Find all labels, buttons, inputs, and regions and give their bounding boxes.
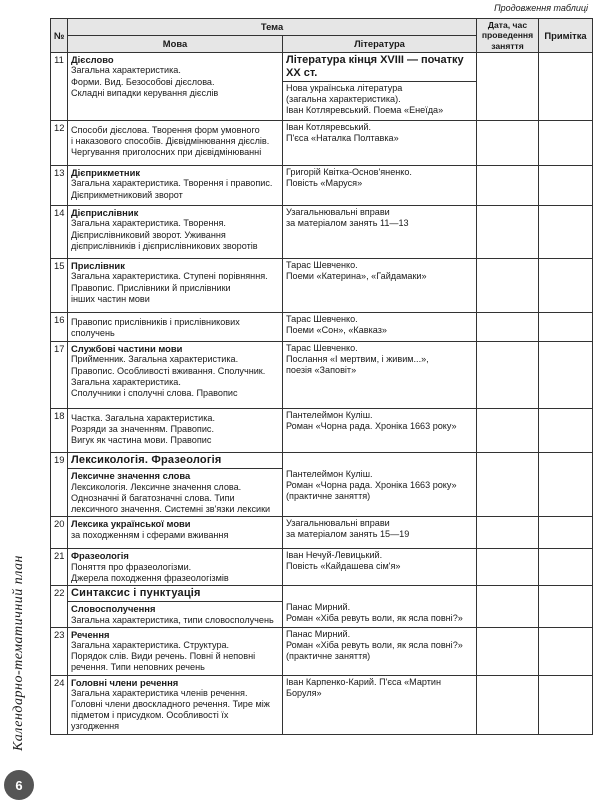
language-topic-heading: Головні члени речення	[71, 676, 179, 688]
literature-text-line: Повість «Маруся»	[286, 178, 363, 189]
row-number: 19	[51, 452, 68, 516]
row-number: 24	[51, 675, 68, 734]
language-text-line: і наказового способів. Дієвідмінювання дієслів.	[71, 136, 270, 147]
table-row	[51, 341, 593, 408]
language-text-line: дієприслівників і дієприслівникових зворотів	[71, 240, 258, 251]
table-row	[51, 549, 593, 586]
row-number: 14	[51, 205, 68, 258]
language-topic-heading: Дієприкметник	[71, 166, 141, 178]
note-cell	[539, 120, 593, 165]
date-cell	[477, 675, 539, 734]
page-number-badge: 6	[4, 770, 34, 800]
header-language: Мова	[68, 35, 283, 52]
note-cell	[539, 517, 593, 549]
table-row	[51, 452, 593, 516]
language-text-line: Загальна характеристика. Структура.	[71, 640, 230, 651]
language-text-line: Сполучники і сполучні слова. Правопис	[71, 387, 238, 398]
language-text-line: Чергування приголосних при дієвідмінюванні	[71, 147, 262, 158]
language-text-line: Розряди за значенням. Правопис.	[71, 424, 214, 435]
language-text-line: лексичного значення. Системні зв'язки лексики	[71, 504, 271, 514]
language-text-line: Форми. Вид. Безособові дієслова.	[71, 76, 215, 87]
language-cell	[68, 205, 283, 258]
language-text-line: Порядок слів. Види речень. Повні й неповні	[71, 651, 256, 662]
literature-text-line: за матеріалом занять 15—19	[286, 529, 410, 540]
literature-text-line: Іван Котляревський. Поема «Енеїда»	[286, 105, 444, 116]
literature-text-line: (загальна характеристика).	[286, 94, 401, 105]
language-cell	[68, 627, 283, 675]
language-text-line: Загальна характеристика. Ступені порівняння.	[71, 271, 268, 282]
literature-cell	[283, 341, 477, 408]
language-cell	[68, 408, 283, 452]
literature-section-title: Література кінця XVIII — початку XX ст.	[283, 53, 476, 82]
table-row	[51, 258, 593, 312]
note-cell	[539, 452, 593, 516]
literature-text-line: Григорій Квітка-Основ'яненко.	[286, 166, 412, 177]
language-text-line: сполучень	[71, 328, 115, 339]
language-topic-heading: Дієслово	[71, 53, 114, 65]
language-text-line: Правопис. Особливості вживання. Сполучник.	[71, 365, 266, 376]
note-cell	[539, 341, 593, 408]
note-cell	[539, 52, 593, 120]
language-text-line: Загальна характеристика.	[71, 65, 181, 76]
row-number: 11	[51, 52, 68, 120]
row-number: 12	[51, 120, 68, 165]
language-topic-heading: Службові частини мови	[71, 342, 183, 354]
literature-cell	[283, 408, 477, 452]
row-number: 17	[51, 341, 68, 408]
table-row	[51, 120, 593, 165]
literature-text-line: Поеми «Сон», «Кавказ»	[286, 325, 387, 336]
language-text-line: Прийменник. Загальна характеристика.	[71, 354, 239, 365]
language-cell	[68, 341, 283, 408]
language-section-title: Лексикологія. Фразеологія	[68, 453, 282, 469]
row-number: 22	[51, 585, 68, 627]
note-cell	[539, 205, 593, 258]
literature-text-line: Іван Котляревський.	[286, 121, 372, 132]
table-row	[51, 52, 593, 120]
literature-cell	[283, 585, 477, 627]
literature-text-line: Тарас Шевченко.	[286, 342, 358, 353]
literature-cell	[283, 452, 477, 516]
literature-text-line: Боруля»	[286, 687, 322, 698]
language-topic-heading: Прислівник	[71, 259, 125, 271]
literature-text-line: Роман «Хіба ревуть воли, як ясла повні?»	[286, 612, 463, 623]
literature-text-line: Повість «Кайдашева сім'я»	[286, 561, 401, 572]
date-cell	[477, 341, 539, 408]
literature-text-line: Панас Мирний.	[286, 628, 351, 639]
row-number: 16	[51, 312, 68, 341]
date-cell	[477, 585, 539, 627]
language-cell	[68, 549, 283, 586]
language-cell	[68, 585, 283, 627]
literature-cell	[283, 675, 477, 734]
literature-text-line: Іван Карпенко-Карий. П'єса «Мартин	[286, 676, 442, 687]
language-cell	[68, 517, 283, 549]
date-cell	[477, 627, 539, 675]
literature-text-line: поезія «Заповіт»	[286, 365, 357, 376]
language-cell	[68, 52, 283, 120]
continued-note: Продовження таблиці	[494, 3, 588, 13]
literature-text-line: Роман «Чорна рада. Хроніка 1663 року»	[286, 421, 457, 432]
language-text-line: Загальна характеристика. Творення і правопис.	[71, 178, 273, 189]
language-text-line: підметом і присудком. Особливості їх узгодження	[71, 710, 229, 732]
date-cell	[477, 258, 539, 312]
literature-text-line: Пантелеймон Куліш.	[286, 468, 373, 479]
language-text-line: Лексикологія. Лексичне значення слова.	[71, 481, 242, 492]
literature-cell	[283, 312, 477, 341]
plan-table	[50, 18, 593, 735]
date-cell	[477, 408, 539, 452]
literature-cell	[283, 549, 477, 586]
note-cell	[539, 165, 593, 205]
date-cell	[477, 452, 539, 516]
literature-cell	[283, 120, 477, 165]
language-cell	[68, 120, 283, 165]
table-row	[51, 408, 593, 452]
language-cell	[68, 165, 283, 205]
language-cell	[68, 675, 283, 734]
language-text-line: інших частин мови	[71, 293, 150, 304]
table-row	[51, 312, 593, 341]
language-text-line: Однозначні й багатозначні слова. Типи	[71, 492, 235, 503]
language-text-line: Загальна характеристика членів речення.	[71, 688, 248, 699]
language-topic-heading: Речення	[71, 628, 110, 640]
table-row	[51, 627, 593, 675]
language-topic-heading: Словосполучення	[71, 603, 156, 615]
note-cell	[539, 549, 593, 586]
row-number: 21	[51, 549, 68, 586]
literature-text-line: Поеми «Катерина», «Гайдамаки»	[286, 271, 427, 282]
language-text-line: Головні члени двоскладного речення. Тире між	[71, 699, 270, 710]
literature-text-line: Нова українська література	[286, 83, 403, 94]
date-cell	[477, 120, 539, 165]
table-row	[51, 675, 593, 734]
literature-text-line: Послання «І мертвим, і живим...»,	[286, 354, 429, 365]
literature-text-line: Роман «Хіба ревуть воли, як ясла повні?»	[286, 639, 463, 650]
literature-cell	[283, 517, 477, 549]
language-text-line: за походженням і сферами вживання	[71, 529, 229, 540]
header-num: №	[51, 19, 68, 53]
row-number: 15	[51, 258, 68, 312]
literature-text-line: Іван Нечуй-Левицький.	[286, 550, 383, 561]
literature-text-line: Панас Мирний.	[286, 601, 351, 612]
language-text-line: Джерела походження фразеологізмів	[71, 572, 229, 583]
header-date: Дата, час проведення заняття	[477, 19, 539, 53]
language-text-line: Загальна характеристика.	[71, 376, 181, 387]
literature-text-line: Узагальнювальні вправи	[286, 518, 390, 529]
literature-cell	[283, 205, 477, 258]
literature-cell	[283, 165, 477, 205]
literature-text-line: Роман «Чорна рада. Хроніка 1663 року»	[286, 480, 457, 491]
language-topic-heading: Лексика української мови	[71, 518, 191, 530]
language-text-line: Вигук як частина мови. Правопис	[71, 435, 212, 446]
row-number: 23	[51, 627, 68, 675]
header-note: Примітка	[539, 19, 593, 53]
language-text-line: Способи дієслова. Творення форм умовного	[71, 124, 260, 135]
table-row	[51, 585, 593, 627]
note-cell	[539, 627, 593, 675]
header-theme: Тема	[68, 19, 477, 36]
note-cell	[539, 312, 593, 341]
literature-text-line: П'єса «Наталка Полтавка»	[286, 133, 399, 144]
literature-text-line: (практичне заняття)	[286, 491, 371, 502]
note-cell	[539, 258, 593, 312]
language-cell	[68, 312, 283, 341]
literature-cell	[283, 52, 477, 120]
language-text-line: Поняття про фразеологізми.	[71, 561, 192, 572]
language-section-title: Синтаксис і пунктуація	[68, 586, 282, 602]
header-literature: Література	[283, 35, 477, 52]
language-text-line: Складні випадки керування дієслів	[71, 87, 219, 98]
literature-text-line: Тарас Шевченко.	[286, 259, 358, 270]
language-text-line: Правопис прислівників і прислівникових	[71, 316, 240, 327]
language-topic-heading: Фразеологія	[71, 550, 129, 562]
language-text-line: Частка. Загальна характеристика.	[71, 412, 216, 423]
language-text-line: Дієприслівниковий зворот. Уживання	[71, 229, 226, 240]
literature-text-line: за матеріалом занять 11—13	[286, 218, 409, 229]
table-row	[51, 165, 593, 205]
language-text-line: Загальна характеристика. Творення.	[71, 218, 226, 229]
literature-text-line: Узагальнювальні вправи	[286, 206, 390, 217]
row-number: 18	[51, 408, 68, 452]
table-row	[51, 205, 593, 258]
side-title	[0, 535, 38, 770]
language-cell	[68, 258, 283, 312]
language-topic-heading: Дієприслівник	[71, 206, 139, 218]
side-title-text: Календарно-тематичний план	[11, 554, 26, 751]
note-cell	[539, 585, 593, 627]
date-cell	[477, 52, 539, 120]
row-number: 20	[51, 517, 68, 549]
literature-cell	[283, 258, 477, 312]
literature-text-line: (практичне заняття)	[286, 650, 371, 661]
table-row	[51, 517, 593, 549]
language-cell	[68, 452, 283, 516]
row-number: 13	[51, 165, 68, 205]
date-cell	[477, 312, 539, 341]
language-text-line: Загальна характеристика, типи словосполучень	[71, 614, 274, 625]
language-text-line: Дієприкметниковий зворот	[71, 189, 183, 200]
date-cell	[477, 205, 539, 258]
language-text-line: Правопис. Прислівники й прислівники	[71, 282, 231, 293]
note-cell	[539, 408, 593, 452]
literature-cell	[283, 627, 477, 675]
date-cell	[477, 517, 539, 549]
language-topic-heading: Лексичне значення слова	[71, 470, 191, 482]
date-cell	[477, 549, 539, 586]
date-cell	[477, 165, 539, 205]
note-cell	[539, 675, 593, 734]
literature-text-line: Тарас Шевченко.	[286, 313, 358, 324]
language-text-line: речення. Типи неповних речень	[71, 662, 205, 673]
literature-text-line: Пантелеймон Куліш.	[286, 409, 373, 420]
